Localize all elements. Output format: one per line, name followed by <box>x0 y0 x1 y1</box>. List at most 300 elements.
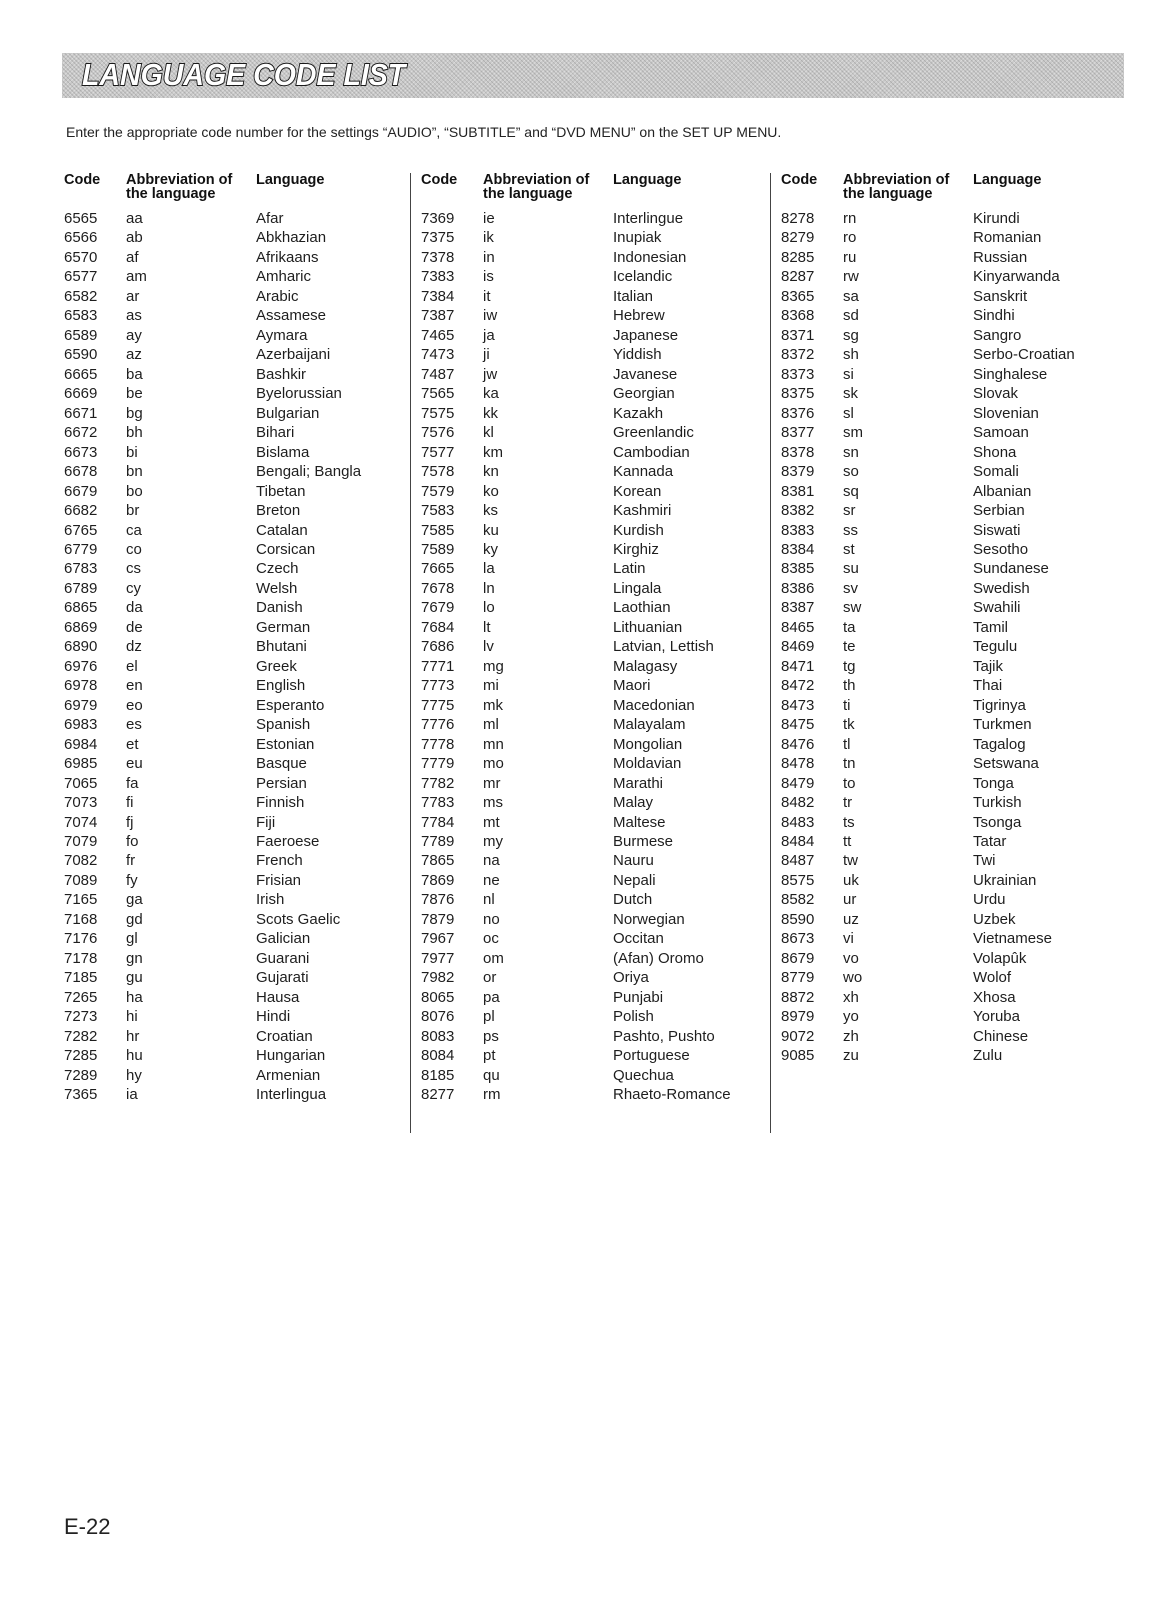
language-abbreviation: be <box>126 385 143 403</box>
table-row <box>781 248 1131 267</box>
language-name: Greek <box>256 657 297 675</box>
language-code: 7487 <box>421 365 455 383</box>
language-name: Kirundi <box>973 210 1020 227</box>
language-name: Breton <box>256 502 301 520</box>
table-row <box>781 598 1131 617</box>
language-abbreviation: st <box>843 540 855 558</box>
language-name: Malagasy <box>613 657 678 675</box>
language-code: 7686 <box>421 638 455 656</box>
language-abbreviation: hr <box>126 1027 140 1045</box>
language-code: 6669 <box>64 385 98 403</box>
table-row <box>421 696 771 715</box>
language-name: Laothian <box>613 599 671 617</box>
language-code: 6983 <box>64 716 98 734</box>
table-row <box>64 871 414 890</box>
language-name: Setswana <box>973 755 1039 773</box>
language-abbreviation: sr <box>843 502 856 520</box>
language-name: Inupiak <box>613 229 662 247</box>
language-abbreviation: br <box>126 502 140 520</box>
language-name: Aymara <box>256 326 308 344</box>
language-name: Interlingua <box>256 1086 327 1104</box>
language-code: 8379 <box>781 463 815 481</box>
language-name: Quechua <box>613 1066 674 1084</box>
language-code: 6765 <box>64 521 98 539</box>
language-code: 7079 <box>64 833 98 850</box>
table-row <box>64 1046 414 1065</box>
table-row <box>64 423 414 442</box>
language-name: Volapûk <box>973 949 1027 967</box>
language-abbreviation: bn <box>126 463 143 481</box>
language-code: 6865 <box>64 599 98 617</box>
language-code: 7678 <box>421 579 455 597</box>
language-abbreviation: az <box>126 346 142 364</box>
language-code: 6589 <box>64 326 98 344</box>
language-code: 8375 <box>781 385 815 403</box>
language-code: 7782 <box>421 774 455 792</box>
language-name: Urdu <box>973 891 1006 909</box>
language-name: Sanskrit <box>973 287 1028 305</box>
language-abbreviation: mr <box>483 774 501 792</box>
language-name: Sundanese <box>973 560 1049 578</box>
header-code: Code <box>781 172 818 188</box>
language-name: Interlingue <box>613 210 684 227</box>
language-abbreviation: hu <box>126 1047 143 1065</box>
language-abbreviation: ar <box>126 287 140 305</box>
language-name: Irish <box>256 891 285 909</box>
table-row <box>781 696 1131 715</box>
language-code: 8287 <box>781 268 815 286</box>
language-abbreviation: am <box>126 268 147 286</box>
header-abbreviation: Abbreviation of the language <box>483 172 590 202</box>
language-abbreviation: sd <box>843 307 859 325</box>
language-code: 7465 <box>421 326 455 344</box>
table-row <box>64 326 414 345</box>
language-name: Somali <box>973 463 1019 481</box>
language-code: 7178 <box>64 949 98 967</box>
table-row <box>781 540 1131 559</box>
language-name: Serbo-Croatian <box>973 346 1075 364</box>
language-abbreviation: fi <box>126 794 134 812</box>
language-name: Javanese <box>613 365 678 383</box>
table-row <box>781 676 1131 695</box>
language-abbreviation: ru <box>843 248 857 266</box>
language-abbreviation: no <box>483 910 500 928</box>
title-banner <box>62 53 1124 98</box>
language-name: Dutch <box>613 891 653 909</box>
language-abbreviation: sw <box>843 599 862 617</box>
language-code: 7387 <box>421 307 455 325</box>
table-row <box>421 462 771 481</box>
language-name: Malayalam <box>613 716 686 734</box>
language-abbreviation: co <box>126 540 142 558</box>
table-row <box>781 579 1131 598</box>
language-abbreviation: ik <box>483 229 494 247</box>
table-row <box>64 988 414 1007</box>
language-name: Hungarian <box>256 1047 326 1065</box>
language-abbreviation: ka <box>483 385 499 403</box>
language-abbreviation: sl <box>843 404 854 422</box>
language-name: Ukrainian <box>973 871 1037 889</box>
language-abbreviation: ml <box>483 716 499 734</box>
language-abbreviation: ss <box>843 521 858 539</box>
language-code: 7576 <box>421 424 455 442</box>
language-abbreviation: ab <box>126 229 143 247</box>
language-code: 8065 <box>421 988 455 1006</box>
header-language: Language <box>256 172 325 188</box>
code-column-2 <box>410 173 771 1133</box>
language-code: 7065 <box>64 774 98 792</box>
language-abbreviation: th <box>843 677 856 695</box>
table-row <box>421 501 771 520</box>
language-code: 8384 <box>781 540 815 558</box>
table-row <box>421 832 771 851</box>
language-name: Latvian, Lettish <box>613 638 714 656</box>
language-name: Oriya <box>613 969 649 987</box>
language-abbreviation: tk <box>843 716 855 734</box>
language-name: Persian <box>256 774 307 792</box>
language-code: 8484 <box>781 833 815 850</box>
table-row <box>421 968 771 987</box>
table-row <box>64 462 414 481</box>
table-row <box>421 637 771 656</box>
language-name: Guarani <box>256 949 310 967</box>
language-name: Kannada <box>613 463 674 481</box>
language-code: 8473 <box>781 696 815 714</box>
language-name: Singhalese <box>973 365 1048 383</box>
language-code: 8472 <box>781 677 815 695</box>
language-code: 8387 <box>781 599 815 617</box>
language-code: 8673 <box>781 930 815 948</box>
language-name: Czech <box>256 560 299 578</box>
table-row <box>781 1007 1131 1026</box>
table-row <box>64 968 414 987</box>
header-code: Code <box>421 172 458 188</box>
language-name: Cambodian <box>613 443 690 461</box>
language-code: 6590 <box>64 346 98 364</box>
language-abbreviation: ca <box>126 521 142 539</box>
language-code: 8076 <box>421 1008 455 1026</box>
table-row <box>781 443 1131 462</box>
language-code: 7176 <box>64 930 98 948</box>
intro-text: Enter the appropriate code number for the settings “AUDIO”, “SUBTITLE” and “DVD MENU” on the SET UP MENU. <box>66 124 782 140</box>
table-row <box>421 851 771 870</box>
language-code: 6565 <box>64 210 98 227</box>
column-header <box>64 173 414 209</box>
language-name: Hausa <box>256 988 300 1006</box>
language-abbreviation: fy <box>126 871 138 889</box>
language-name: Uzbek <box>973 910 1016 928</box>
language-code: 8575 <box>781 871 815 889</box>
table-row <box>64 949 414 968</box>
table-row <box>64 248 414 267</box>
language-code: 7783 <box>421 794 455 812</box>
language-abbreviation: gd <box>126 910 143 928</box>
language-name: Japanese <box>613 326 679 344</box>
language-name: Faeroese <box>256 833 320 850</box>
table-row <box>781 1046 1131 1065</box>
language-name: Swahili <box>973 599 1021 617</box>
language-name: Hindi <box>256 1008 291 1026</box>
language-code: 7784 <box>421 813 455 831</box>
language-code: 8365 <box>781 287 815 305</box>
language-abbreviation: bo <box>126 482 143 500</box>
language-name: Chinese <box>973 1027 1029 1045</box>
language-code: 6570 <box>64 248 98 266</box>
language-name: Wolof <box>973 969 1012 987</box>
language-abbreviation: lv <box>483 638 494 656</box>
language-code: 8483 <box>781 813 815 831</box>
language-abbreviation: ms <box>483 794 503 812</box>
language-name: Zulu <box>973 1047 1003 1065</box>
language-name: Tibetan <box>256 482 306 500</box>
language-name: Xhosa <box>973 988 1016 1006</box>
language-abbreviation: tw <box>843 852 858 870</box>
page-number: E-22 <box>64 1514 111 1539</box>
table-row <box>781 871 1131 890</box>
language-abbreviation: ln <box>483 579 495 597</box>
language-name: Nauru <box>613 852 654 870</box>
language-abbreviation: sq <box>843 482 859 500</box>
language-code: 8383 <box>781 521 815 539</box>
language-name: Afar <box>256 210 284 227</box>
language-name: Sindhi <box>973 307 1015 325</box>
table-row <box>421 1066 771 1085</box>
language-name: Slovak <box>973 385 1019 403</box>
language-code: 7982 <box>421 969 455 987</box>
language-name: Moldavian <box>613 755 682 773</box>
language-code: 7365 <box>64 1086 98 1104</box>
language-code: 7185 <box>64 969 98 987</box>
language-code: 6678 <box>64 463 98 481</box>
language-abbreviation: qu <box>483 1066 500 1084</box>
table-row <box>421 676 771 695</box>
language-code: 8476 <box>781 735 815 753</box>
language-abbreviation: es <box>126 716 142 734</box>
language-abbreviation: zu <box>843 1047 859 1065</box>
language-abbreviation: sv <box>843 579 858 597</box>
language-abbreviation: yo <box>843 1008 859 1026</box>
table-row <box>421 521 771 540</box>
language-abbreviation: ky <box>483 540 498 558</box>
language-name: Polish <box>613 1008 654 1026</box>
language-code: 6671 <box>64 404 98 422</box>
language-abbreviation: te <box>843 638 856 656</box>
table-row <box>781 228 1131 247</box>
table-row <box>64 267 414 286</box>
language-name: Frisian <box>256 871 302 889</box>
language-abbreviation: sm <box>843 424 863 442</box>
language-abbreviation: ia <box>126 1086 138 1104</box>
language-code: 8373 <box>781 365 815 383</box>
language-name: Welsh <box>256 579 298 597</box>
language-name: Twi <box>973 852 996 870</box>
column-header <box>781 173 1131 209</box>
language-name: Basque <box>256 755 307 773</box>
language-code: 7583 <box>421 502 455 520</box>
table-row <box>64 384 414 403</box>
language-code: 7789 <box>421 833 455 850</box>
language-abbreviation: pl <box>483 1008 495 1026</box>
language-abbreviation: ku <box>483 521 499 539</box>
language-code: 8385 <box>781 560 815 578</box>
table-row <box>781 793 1131 812</box>
table-row <box>64 306 414 325</box>
language-name: Swedish <box>973 579 1030 597</box>
language-name: Lithuanian <box>613 618 683 636</box>
language-abbreviation: gn <box>126 949 143 967</box>
language-code: 8479 <box>781 774 815 792</box>
table-row <box>781 851 1131 870</box>
language-code: 7579 <box>421 482 455 500</box>
language-abbreviation: tn <box>843 755 856 773</box>
language-name: Turkish <box>973 794 1022 812</box>
table-row <box>421 579 771 598</box>
table-row <box>781 404 1131 423</box>
language-code: 7165 <box>64 891 98 909</box>
language-name: Tatar <box>973 833 1007 850</box>
language-code: 6976 <box>64 657 98 675</box>
language-code: 7273 <box>64 1008 98 1026</box>
language-abbreviation: ja <box>483 326 495 344</box>
table-row <box>64 365 414 384</box>
table-row <box>781 482 1131 501</box>
language-abbreviation: ha <box>126 988 143 1006</box>
header-language: Language <box>973 172 1042 188</box>
table-row <box>64 598 414 617</box>
code-rows <box>781 209 1131 1066</box>
table-row <box>421 423 771 442</box>
language-name: Byelorussian <box>256 385 342 403</box>
language-abbreviation: ur <box>843 891 857 909</box>
language-abbreviation: si <box>843 365 854 383</box>
language-abbreviation: kk <box>483 404 498 422</box>
table-row <box>781 306 1131 325</box>
language-abbreviation: oc <box>483 930 499 948</box>
language-abbreviation: sk <box>843 385 858 403</box>
language-abbreviation: hy <box>126 1066 142 1084</box>
table-row <box>781 735 1131 754</box>
table-row <box>421 1046 771 1065</box>
table-row <box>64 735 414 754</box>
language-name: Serbian <box>973 502 1025 520</box>
language-abbreviation: su <box>843 560 859 578</box>
table-row <box>781 910 1131 929</box>
table-row <box>64 482 414 501</box>
language-name: Afrikaans <box>256 248 319 266</box>
language-abbreviation: da <box>126 599 143 617</box>
language-abbreviation: ay <box>126 326 142 344</box>
language-abbreviation: tl <box>843 735 851 753</box>
language-code: 7565 <box>421 385 455 403</box>
language-name: Bihari <box>256 424 295 442</box>
language-name: Yiddish <box>613 346 662 364</box>
language-name: Vietnamese <box>973 930 1052 948</box>
table-row <box>64 851 414 870</box>
language-code: 6679 <box>64 482 98 500</box>
language-code: 8386 <box>781 579 815 597</box>
language-code: 7089 <box>64 871 98 889</box>
language-abbreviation: vi <box>843 930 854 948</box>
language-name: Nepali <box>613 871 656 889</box>
language-code: 8378 <box>781 443 815 461</box>
language-name: Kirghiz <box>613 540 659 558</box>
language-code: 9085 <box>781 1047 815 1065</box>
language-name: Bengali; Bangla <box>256 463 362 481</box>
table-row <box>64 579 414 598</box>
language-name: Thai <box>973 677 1003 695</box>
language-abbreviation: kn <box>483 463 499 481</box>
language-name: Tegulu <box>973 638 1018 656</box>
table-row <box>64 637 414 656</box>
language-code: 6869 <box>64 618 98 636</box>
language-name: Lingala <box>613 579 662 597</box>
language-name: Latin <box>613 560 646 578</box>
language-code: 7375 <box>421 229 455 247</box>
table-row <box>781 988 1131 1007</box>
language-abbreviation: ie <box>483 210 495 227</box>
language-name: Estonian <box>256 735 315 753</box>
language-code: 8371 <box>781 326 815 344</box>
language-name: Kashmiri <box>613 502 672 520</box>
language-code: 7771 <box>421 657 455 675</box>
table-row <box>781 715 1131 734</box>
language-abbreviation: mt <box>483 813 500 831</box>
table-row <box>421 404 771 423</box>
language-code: 7869 <box>421 871 455 889</box>
table-row <box>781 559 1131 578</box>
language-abbreviation: iw <box>483 307 498 325</box>
table-row <box>421 813 771 832</box>
language-code: 7282 <box>64 1027 98 1045</box>
language-code: 8590 <box>781 910 815 928</box>
language-name: Bashkir <box>256 365 307 383</box>
language-abbreviation: el <box>126 657 138 675</box>
language-code: 8279 <box>781 229 815 247</box>
table-row <box>781 365 1131 384</box>
language-code: 7577 <box>421 443 455 461</box>
language-code: 7289 <box>64 1066 98 1084</box>
table-row <box>421 384 771 403</box>
table-row <box>64 754 414 773</box>
language-abbreviation: pt <box>483 1047 496 1065</box>
column-header <box>421 173 771 209</box>
table-row <box>64 696 414 715</box>
language-abbreviation: mi <box>483 677 499 695</box>
language-abbreviation: as <box>126 307 142 325</box>
language-name: Abkhazian <box>256 229 327 247</box>
language-name: Portuguese <box>613 1047 690 1065</box>
language-name: Indonesian <box>613 248 687 266</box>
language-abbreviation: pa <box>483 988 500 1006</box>
language-abbreviation: gu <box>126 969 143 987</box>
table-row <box>421 598 771 617</box>
table-row <box>64 774 414 793</box>
language-name: Albanian <box>973 482 1032 500</box>
table-row <box>421 1027 771 1046</box>
language-code: 8372 <box>781 346 815 364</box>
table-row <box>781 384 1131 403</box>
table-row <box>64 715 414 734</box>
language-name: Malay <box>613 794 654 812</box>
table-row <box>421 482 771 501</box>
table-row <box>64 1066 414 1085</box>
language-code: 6984 <box>64 735 98 753</box>
table-row <box>781 929 1131 948</box>
language-name: Mongolian <box>613 735 683 753</box>
table-row <box>781 657 1131 676</box>
page-title: LANGUAGE CODE LIST <box>82 57 406 92</box>
table-row <box>781 345 1131 364</box>
